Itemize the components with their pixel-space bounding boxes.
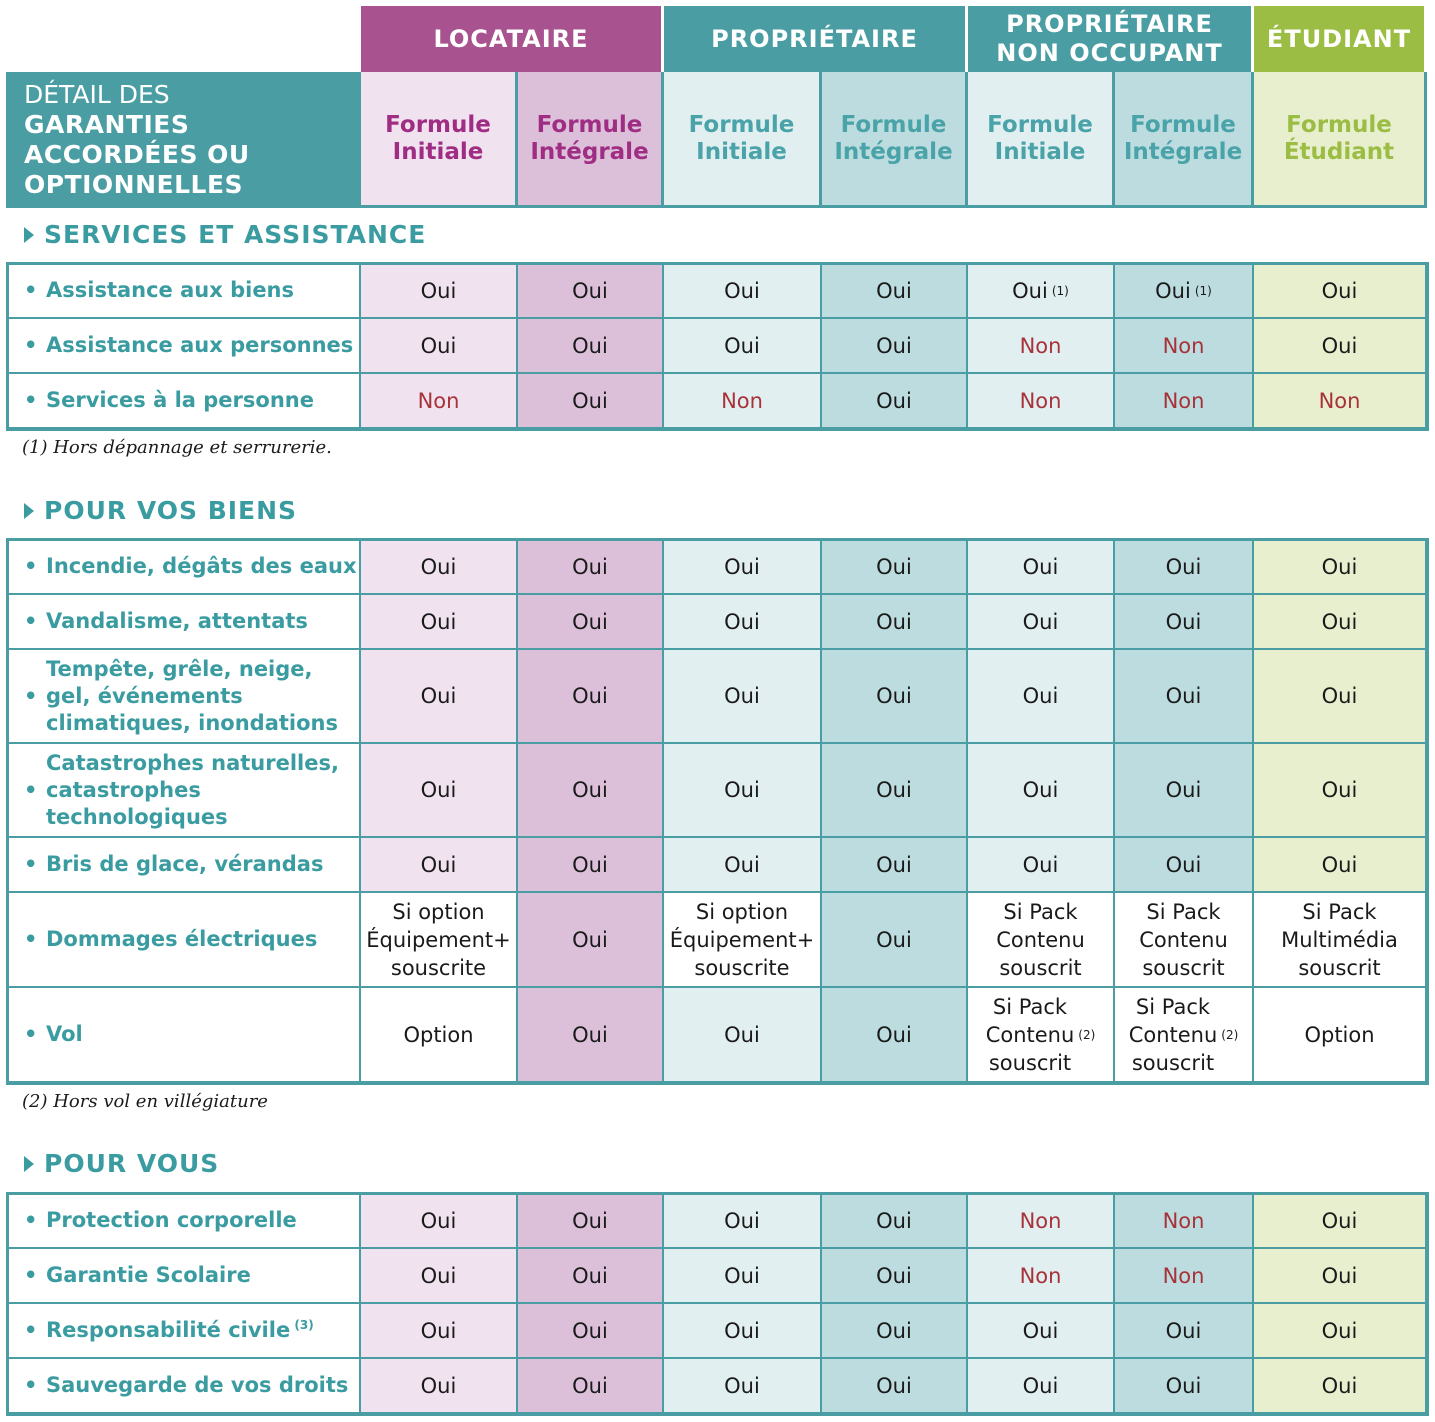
value-cell — [1254, 1304, 1427, 1359]
value-text: Oui — [724, 1318, 760, 1343]
value-cell — [664, 540, 822, 595]
value-text: Oui — [876, 1022, 912, 1047]
detail-line2: GARANTIES — [24, 110, 190, 139]
value-cell — [822, 1194, 968, 1249]
value-text: Oui — [724, 278, 760, 303]
value-cell — [1115, 744, 1254, 838]
row-label — [8, 1249, 361, 1304]
value-cell — [361, 650, 518, 744]
value-text: Non — [1318, 388, 1361, 413]
value-cell — [1115, 319, 1254, 374]
value-text: Non — [1019, 388, 1062, 413]
value-text: Oui — [1165, 778, 1202, 802]
value-text: Oui — [1321, 852, 1358, 877]
value-text: Oui — [876, 1373, 912, 1398]
value-cell — [1115, 1194, 1254, 1249]
value-text: Non — [1162, 388, 1205, 413]
value-cell — [664, 838, 822, 893]
value-cell — [822, 1249, 968, 1304]
value-text: Oui — [876, 1208, 912, 1233]
value-text: Oui — [724, 684, 760, 708]
value-cell — [968, 1359, 1115, 1414]
value-cell — [968, 540, 1115, 595]
value-text: Oui — [1165, 609, 1202, 634]
value-cell — [1254, 893, 1427, 988]
value-text: Si Pack Contenu souscrit — [985, 994, 1075, 1075]
value-text: Oui — [724, 1263, 760, 1288]
value-cell — [518, 988, 664, 1083]
value-cell — [1254, 650, 1427, 744]
row-label — [8, 1194, 361, 1249]
value-cell: Oui (1) — [968, 264, 1115, 319]
row-label-text: Garantie Scolaire — [46, 1263, 251, 1287]
row-label-text: Bris de glace, vérandas — [46, 852, 324, 876]
value-cell — [518, 1194, 664, 1249]
value-text: Oui — [876, 1318, 912, 1343]
value-text: Oui — [1321, 278, 1358, 303]
value-text: Oui — [420, 333, 457, 358]
value-cell — [1254, 988, 1427, 1083]
value-text: Non — [1019, 333, 1062, 358]
value-cell — [664, 1249, 822, 1304]
value-text: Si Pack Multimédia souscrit — [1281, 899, 1398, 980]
value-text: Oui — [420, 1318, 457, 1343]
value-cell — [518, 319, 664, 374]
value-cell — [968, 1249, 1115, 1304]
value-text: Oui — [1165, 554, 1202, 579]
value-cell — [518, 595, 664, 650]
detail-line4: OPTIONNELLES — [24, 170, 244, 199]
value-cell — [1115, 1304, 1254, 1359]
value-text: Oui — [1321, 1373, 1358, 1398]
detail-line1: DÉTAIL DES — [24, 80, 170, 109]
value-cell — [1254, 319, 1427, 374]
row-label — [8, 744, 361, 838]
value-text: Oui — [1022, 852, 1059, 877]
value-cell — [664, 264, 822, 319]
triangle-bullet-icon — [24, 503, 34, 519]
value-cell — [968, 319, 1115, 374]
value-cell — [968, 744, 1115, 838]
value-cell — [1254, 264, 1427, 319]
value-cell — [822, 374, 968, 429]
value-cell — [968, 1304, 1115, 1359]
value-cell — [968, 893, 1115, 988]
value-text: Oui — [1165, 684, 1202, 708]
value-cell — [822, 319, 968, 374]
value-text: Oui — [1022, 609, 1059, 634]
value-text: Oui — [724, 333, 760, 358]
row-label-text: Vol — [46, 1022, 83, 1046]
bullet-icon: • — [24, 278, 38, 302]
row-label-text: Services à la personne — [46, 388, 314, 412]
row-label — [8, 319, 361, 374]
value-cell — [1115, 1249, 1254, 1304]
formula-header-4: Formule Initiale — [968, 72, 1115, 208]
row-label — [8, 1304, 361, 1359]
bullet-icon: • — [24, 1208, 38, 1232]
value-text: Oui — [876, 1263, 912, 1288]
value-text: Oui — [724, 1373, 760, 1398]
section-title-text: POUR VOS BIENS — [44, 496, 298, 525]
row-label-text: Assistance aux biens — [46, 278, 295, 302]
formula-header-5: Formule Intégrale — [1115, 72, 1254, 208]
value-cell — [822, 1304, 968, 1359]
value-text: Oui — [572, 1263, 608, 1288]
bullet-icon: • — [24, 1263, 38, 1287]
value-cell — [664, 650, 822, 744]
value-text: Oui — [572, 927, 608, 952]
value-cell — [822, 744, 968, 838]
value-text: Oui — [876, 778, 912, 802]
value-text: Oui — [876, 852, 912, 877]
value-cell — [664, 1194, 822, 1249]
value-text: Oui — [420, 278, 457, 303]
value-text: Oui — [572, 1208, 608, 1233]
value-cell — [1254, 1249, 1427, 1304]
value-cell — [664, 893, 822, 988]
value-cell — [1254, 744, 1427, 838]
group-header-1: PROPRIÉTAIRE — [664, 6, 968, 72]
value-text: Oui — [420, 852, 457, 877]
row-label-text: Dommages électriques — [46, 927, 318, 951]
value-cell — [361, 1359, 518, 1414]
value-cell — [518, 374, 664, 429]
value-text: Si Pack Contenu souscrit — [996, 899, 1085, 980]
section-title-2 — [24, 1149, 219, 1178]
value-cell — [361, 893, 518, 988]
value-cell — [361, 374, 518, 429]
bullet-icon: • — [24, 388, 38, 412]
value-cell — [968, 838, 1115, 893]
value-text: Oui — [572, 684, 608, 708]
value-text: Oui — [1321, 684, 1358, 708]
bullet-icon: • — [24, 683, 38, 708]
value-cell: Si Pack Contenu souscrit (2) — [1115, 988, 1254, 1083]
value-cell: Si Pack Contenu souscrit (2) — [968, 988, 1115, 1083]
row-label — [8, 540, 361, 595]
value-text: Oui — [1321, 554, 1358, 579]
value-cell — [968, 595, 1115, 650]
value-cell — [822, 595, 968, 650]
triangle-bullet-icon — [24, 1156, 34, 1172]
value-text: Oui — [572, 778, 608, 802]
value-text: Oui — [724, 778, 760, 802]
bullet-icon: • — [24, 333, 38, 357]
value-cell — [361, 1249, 518, 1304]
value-text: Oui — [1022, 554, 1059, 579]
bullet-icon: • — [24, 609, 38, 633]
value-text: Oui — [572, 388, 608, 413]
value-cell — [664, 1359, 822, 1414]
value-text: Oui — [420, 1263, 457, 1288]
footnote-ref: (3) — [290, 1318, 314, 1332]
value-cell — [361, 540, 518, 595]
value-cell — [518, 744, 664, 838]
section-title-text: POUR VOUS — [44, 1149, 220, 1178]
value-cell — [518, 838, 664, 893]
detail-line3: ACCORDÉES OU — [24, 140, 250, 169]
value-text: Oui — [724, 554, 760, 579]
value-text: Oui — [420, 609, 457, 634]
row-label-text: Protection corporelle — [46, 1208, 297, 1232]
value-cell — [1115, 1359, 1254, 1414]
value-text: Oui — [1022, 684, 1059, 708]
value-cell — [518, 264, 664, 319]
value-text: Oui — [724, 1022, 760, 1047]
row-label-text: Vandalisme, attentats — [46, 609, 308, 633]
group-header-0: LOCATAIRE — [361, 6, 664, 72]
value-cell — [1115, 838, 1254, 893]
row-label-text: Incendie, dégâts des eaux — [46, 554, 357, 578]
row-label — [8, 893, 361, 988]
bullet-icon: • — [24, 1318, 38, 1342]
value-text: Oui — [876, 278, 912, 303]
formula-header-2: Formule Initiale — [664, 72, 822, 208]
value-text: Oui — [1022, 1373, 1059, 1398]
row-label — [8, 374, 361, 429]
bullet-icon: • — [24, 1022, 38, 1046]
value-cell — [361, 264, 518, 319]
value-cell — [1254, 1194, 1427, 1249]
row-label — [8, 838, 361, 893]
value-text: Oui — [572, 1022, 608, 1047]
value-cell — [1254, 374, 1427, 429]
value-text: Oui — [876, 554, 912, 579]
value-text: Oui — [1165, 1373, 1202, 1398]
bullet-icon: • — [24, 852, 38, 876]
value-cell — [1254, 540, 1427, 595]
bullet-icon: • — [24, 927, 38, 951]
value-text: Oui — [876, 684, 912, 708]
value-text: Oui — [1012, 278, 1048, 303]
value-text: Oui — [1321, 609, 1358, 634]
value-cell: Oui (1) — [1115, 264, 1254, 319]
section-title-0 — [24, 220, 426, 249]
triangle-bullet-icon — [24, 227, 34, 243]
value-cell — [361, 838, 518, 893]
value-cell — [968, 650, 1115, 744]
value-cell — [968, 374, 1115, 429]
value-text: Oui — [420, 1208, 457, 1233]
value-text: Option — [1304, 1022, 1375, 1047]
value-text: Oui — [724, 609, 760, 634]
value-text: Option — [403, 1022, 474, 1047]
value-cell — [664, 988, 822, 1083]
value-cell — [361, 744, 518, 838]
value-text: Oui — [876, 609, 912, 634]
value-cell — [822, 988, 968, 1083]
value-cell — [822, 1359, 968, 1414]
footnote: (1) Hors dépannage et serrurerie. — [22, 437, 332, 458]
footnote: (2) Hors vol en villégiature — [22, 1091, 268, 1112]
value-cell — [1254, 595, 1427, 650]
value-cell — [518, 1249, 664, 1304]
value-text: Non — [1162, 1263, 1205, 1288]
value-cell — [518, 650, 664, 744]
value-cell — [1115, 374, 1254, 429]
value-cell — [361, 595, 518, 650]
value-cell — [361, 319, 518, 374]
value-text: Non — [1162, 1208, 1205, 1233]
row-label-text: Catastrophes naturelles, catastrophes technologiques — [46, 750, 339, 829]
value-cell — [518, 540, 664, 595]
formula-header-0: Formule Initiale — [361, 72, 518, 208]
row-label-text: Responsabilité civile $^{(3)}$ — [46, 1318, 314, 1342]
value-text: Non — [1019, 1208, 1062, 1233]
value-text: Oui — [724, 1208, 760, 1233]
value-cell — [664, 374, 822, 429]
value-cell — [1115, 595, 1254, 650]
value-text: Oui — [420, 1373, 457, 1398]
formula-header-6: Formule Étudiant — [1254, 72, 1427, 208]
value-cell — [1254, 1359, 1427, 1414]
value-text: Oui — [876, 927, 912, 952]
value-cell — [1115, 650, 1254, 744]
value-text: Oui — [1155, 278, 1191, 303]
row-label — [8, 264, 361, 319]
value-text: Non — [1162, 333, 1205, 358]
value-text: Oui — [1321, 333, 1358, 358]
row-label-text: Assistance aux personnes — [46, 333, 354, 357]
value-text: Oui — [420, 554, 457, 579]
row-label-text: Sauvegarde de vos droits — [46, 1373, 349, 1397]
value-text: Oui — [572, 1318, 608, 1343]
bullet-icon: • — [24, 777, 38, 802]
value-cell — [361, 988, 518, 1083]
value-cell — [664, 319, 822, 374]
value-cell — [1115, 893, 1254, 988]
value-text: Oui — [876, 333, 912, 358]
value-text: Oui — [1321, 1318, 1358, 1343]
row-label — [8, 650, 361, 744]
value-cell — [1254, 838, 1427, 893]
value-cell — [968, 1194, 1115, 1249]
row-label — [8, 1359, 361, 1414]
value-text: Oui — [724, 852, 760, 877]
value-cell — [664, 595, 822, 650]
group-header-3: ÉTUDIANT — [1254, 6, 1427, 72]
value-text: Non — [417, 388, 460, 413]
group-header-2: PROPRIÉTAIRE NON OCCUPANT — [968, 6, 1254, 72]
value-text: Oui — [1022, 778, 1059, 802]
value-text: Non — [721, 388, 763, 413]
value-cell — [1115, 540, 1254, 595]
value-cell — [518, 1359, 664, 1414]
section-title-text: SERVICES ET ASSISTANCE — [44, 220, 427, 249]
value-text: Si option Équipement+ souscrite — [366, 899, 511, 980]
bullet-icon: • — [24, 1373, 38, 1397]
value-text: Oui — [1022, 1318, 1059, 1343]
value-text: Si Pack Contenu souscrit — [1139, 899, 1228, 980]
formula-header-1: Formule Intégrale — [518, 72, 664, 208]
value-cell — [822, 893, 968, 988]
value-cell — [518, 893, 664, 988]
row-label-text: Tempête, grêle, neige, gel, événements climatiques, inondations — [46, 656, 338, 735]
value-text: Oui — [572, 609, 608, 634]
row-label — [8, 595, 361, 650]
value-text: Oui — [572, 278, 608, 303]
value-cell — [822, 838, 968, 893]
row-label — [8, 988, 361, 1083]
value-text: Si Pack Contenu souscrit — [1128, 994, 1218, 1075]
value-text: Oui — [1321, 1208, 1358, 1233]
value-text: Oui — [572, 333, 608, 358]
value-cell — [361, 1304, 518, 1359]
value-cell — [361, 1194, 518, 1249]
detail-header — [6, 72, 361, 208]
value-text: Oui — [572, 852, 608, 877]
value-text: Oui — [572, 554, 608, 579]
value-text: Oui — [420, 778, 457, 802]
value-text: Non — [1019, 1263, 1062, 1288]
value-text: Oui — [572, 1373, 608, 1398]
value-cell — [822, 540, 968, 595]
section-title-1 — [24, 496, 297, 525]
formula-header-3: Formule Intégrale — [822, 72, 968, 208]
value-text: Oui — [1321, 1263, 1358, 1288]
value-text: Si option Équipement+ souscrite — [669, 899, 815, 980]
value-text: Oui — [1165, 852, 1202, 877]
value-cell — [664, 1304, 822, 1359]
value-text: Oui — [1165, 1318, 1202, 1343]
value-cell — [518, 1304, 664, 1359]
value-cell — [822, 264, 968, 319]
value-text: Oui — [876, 388, 912, 413]
value-cell — [664, 744, 822, 838]
value-text: Oui — [1321, 778, 1358, 802]
bullet-icon: • — [24, 554, 38, 578]
value-text: Oui — [420, 684, 457, 708]
value-cell — [822, 650, 968, 744]
